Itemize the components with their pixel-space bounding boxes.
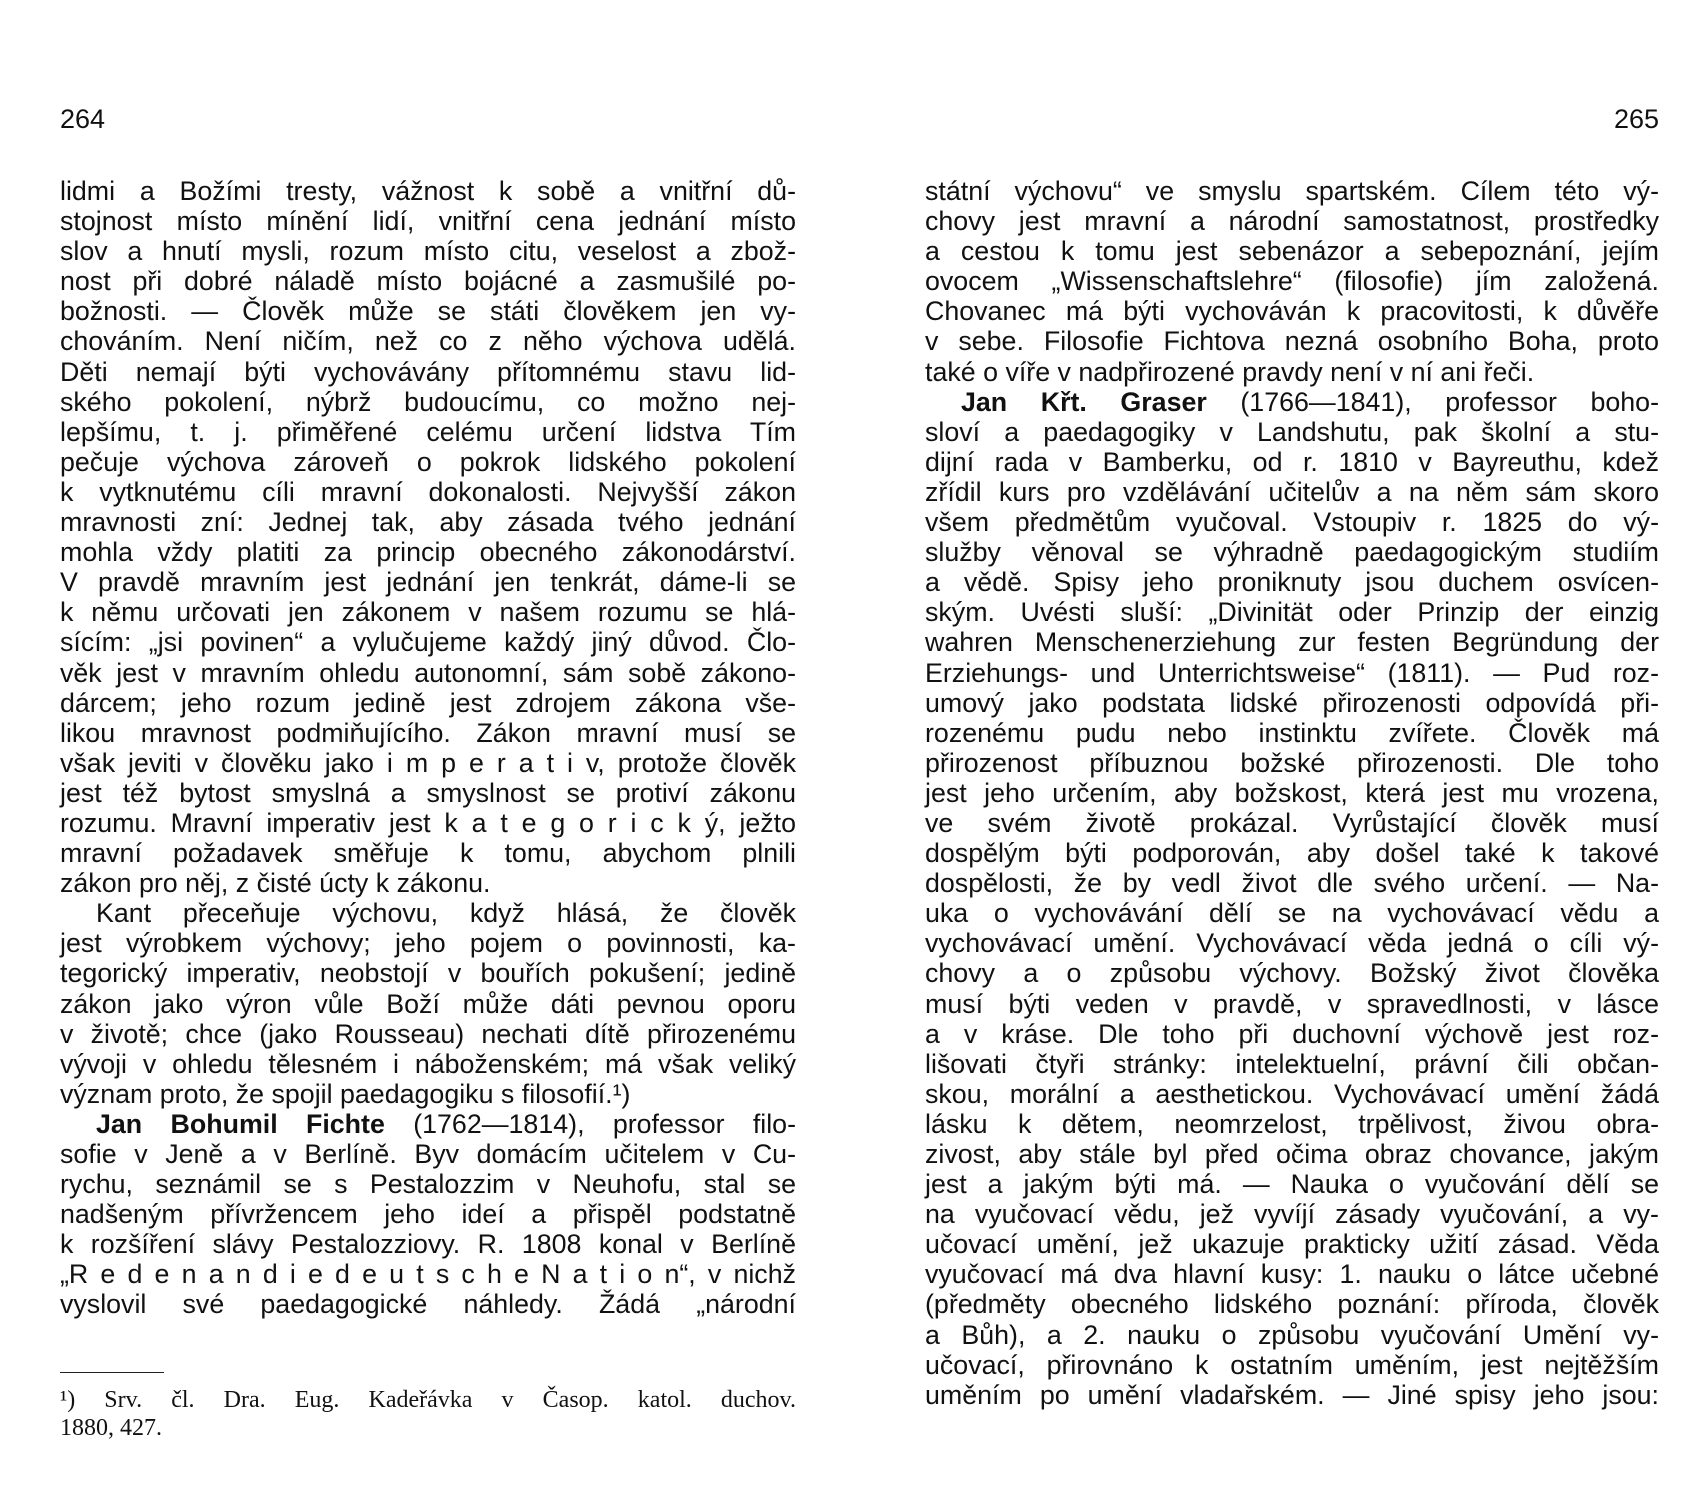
text-line: Chovanec má býti vychováván k pracovitosti, k důvěře xyxy=(925,296,1659,327)
text-line: k rozšíření slávy Pestalozziovy. R. 1808 konal v Berlíně xyxy=(60,1229,796,1260)
text-line: (předměty obecného lidského poznání: příroda, člověk xyxy=(925,1289,1659,1320)
text-line: učovací umění, jež ukazuje prakticky užití zásad. Věda xyxy=(925,1229,1659,1260)
text-line: Děti nemají býti vychovávány přítomnému stavu lid- xyxy=(60,356,796,387)
text-line xyxy=(60,1109,796,1139)
text-line: musí býti veden v pravdě, v spravedlnosti, v lásce xyxy=(925,988,1659,1019)
text-line: mravnosti zní: Jednej tak, aby zásada tvého jednání xyxy=(60,507,796,538)
text-line: Kant přeceňuje výchovu, když hlásá, že člověk xyxy=(96,898,796,929)
person-name: Jan Křt. Graser xyxy=(961,386,1207,417)
text-line: Erziehungs- und Unterrichtsweise“ (1811). — Pud roz- xyxy=(925,657,1659,688)
text-line: jest výrobkem výchovy; jeho pojem o povinnosti, ka- xyxy=(60,928,796,959)
text-line: V pravdě mravním jest jednání jen tenkrát, dáme-li se xyxy=(60,567,796,598)
text-line: všem předmětům vyučoval. Vstoupiv r. 1825 do vý- xyxy=(925,507,1659,538)
text-line: zákon jako výron vůle Boží může dáti pevnou oporu xyxy=(60,988,796,1019)
text-line: rozumu. Mravní imperativ jest k a t e g o r i c k ý, ježto xyxy=(60,807,796,838)
text-line: však jeviti v člověku jako i m p e r a t i v, protože člověk xyxy=(60,747,796,778)
footnote xyxy=(60,1386,796,1442)
text-line: k vytknutému cíli mravní dokonalosti. Nejvyšší zákon xyxy=(60,476,796,507)
paragraph xyxy=(60,1109,796,1320)
paragraph xyxy=(60,176,796,898)
text-line: dijní rada v Bamberku, od r. 1810 v Bayreuthu, kdež xyxy=(925,446,1659,477)
text-line: „R e d e n a n d i e d e u t s c h e N a t i o n“, v nichž xyxy=(60,1259,796,1290)
right-page xyxy=(853,0,1706,1500)
text-line: přirozenost příbuznou božské přirozenosti. Dle toho xyxy=(925,747,1659,778)
text-line: věk jest v mravním ohledu autonomní, sám sobě zákono- xyxy=(60,657,796,688)
text-line: v sebe. Filosofie Fichtova nezná osobního Boha, proto xyxy=(925,326,1659,357)
text-line: lidmi a Božími tresty, vážnost k sobě a vnitřní dů- xyxy=(60,176,796,206)
text-line: dárcem; jeho rozum jedině jest zdrojem zákona vše- xyxy=(60,687,796,718)
page-number-right: 265 xyxy=(1613,104,1659,134)
text-line xyxy=(925,387,1659,417)
text-line: jest a jakým býti má. — Nauka o vyučování dělí se xyxy=(925,1169,1659,1200)
text-line: božnosti. — Člověk může se státi člověkem jen vy- xyxy=(60,296,796,327)
text-line: lásku k dětem, neomrzelost, trpělivost, živou obra- xyxy=(925,1108,1659,1139)
text-line: zákon pro něj, z čisté úcty k zákonu. xyxy=(60,868,491,899)
text-line: ským. Uvésti sluší: „Divinität oder Prinzip der einzig xyxy=(925,597,1659,628)
text-line: uka o vychovávání dělí se na vychovávací vědu a xyxy=(925,898,1659,929)
text-line: a cestou k tomu jest sebenázor a sebepoznání, jejím xyxy=(925,236,1659,267)
text-line: vychovávací umění. Vychovávací věda jedná o cíli vý- xyxy=(925,928,1659,959)
text-line xyxy=(925,1410,1659,1440)
text-line: a vědě. Spisy jeho proniknuty jsou duchem osvícen- xyxy=(925,567,1659,598)
paragraph xyxy=(925,387,1659,1440)
text-column-left xyxy=(60,176,796,1320)
text-line: chovy jest mravní a národní samostatnost, prostředky xyxy=(925,206,1659,237)
text-line: sloví a paedagogiky v Landshutu, pak školní a stu- xyxy=(925,416,1659,447)
text-line: wahren Menschenerziehung zur festen Begründung der xyxy=(925,627,1659,658)
text-line: zivost, aby stále byl před očima obraz chovance, jakým xyxy=(925,1139,1659,1169)
text-line: vyslovil své paedagogické náhledy. Žádá „národní xyxy=(60,1289,796,1320)
text-line: umový jako podstata lidské přirozenosti odpovídá při- xyxy=(925,687,1659,718)
text-line: státní výchovu“ ve smyslu spartském. Cílem této vý- xyxy=(925,176,1659,206)
text-line: na vyučovací vědu, jež vyvíjí zásady vyučování, a vy- xyxy=(925,1199,1659,1230)
footnote-line: ¹) Srv. čl. Dra. Eug. Kadeřávka v Časop. katol. duchov. xyxy=(60,1387,796,1413)
footnote-divider xyxy=(60,1372,164,1373)
text-line: ve svém životě prokázal. Vyrůstající člověk musí xyxy=(925,807,1659,838)
text-line: skou, morální a aesthetickou. Vychovávací umění žádá xyxy=(925,1078,1659,1109)
text-line: lišovati čtyři stránky: intelektuelní, právní čili občan- xyxy=(925,1048,1659,1079)
text-line: vývoji v ohledu tělesném i náboženském; má však veliký xyxy=(60,1048,796,1079)
text-line: učovací, přirovnáno k ostatním uměním, jest nejtěžším xyxy=(925,1349,1659,1380)
text-line: vyučovací má dva hlavní kusy: 1. nauku o látce učebné xyxy=(925,1259,1659,1290)
text-line: rozenému pudu nebo instinktu zvířete. Člověk má xyxy=(925,717,1659,748)
text-line: jest též bytost smyslná a smyslnost se protiví zákonu xyxy=(60,777,796,808)
text-line: rychu, seznámil se s Pestalozzim v Neuhofu, stal se xyxy=(60,1169,796,1200)
text-line: a Bůh), a 2. nauku o způsobu vyučování Umění vy- xyxy=(925,1319,1659,1350)
text-line: tegorický imperativ, neobstojí v bouřích pokušení; jedině xyxy=(60,958,796,989)
text-line: služby věnoval se výhradně paedagogickým studiím xyxy=(925,537,1659,568)
text-line: také o víře v nadpřirozené pravdy není v ní ani řeči. xyxy=(925,356,1535,387)
text-line: lepšímu, t. j. přiměřené celému určení lidstva Tím xyxy=(60,416,796,447)
text-line: uměním po umění vladařském. — Jiné spisy jeho jsou: xyxy=(925,1379,1659,1410)
text-line: chovy a o způsobu výchovy. Božský život člověka xyxy=(925,958,1659,989)
paragraph xyxy=(925,176,1659,387)
text-column-right xyxy=(925,176,1659,1440)
text-line: slov a hnutí mysli, rozum místo citu, veselost a zbož- xyxy=(60,236,796,267)
text-line: sofie v Jeně a v Berlíně. Byv domácím učitelem v Cu- xyxy=(60,1139,796,1169)
text-line: význam proto, že spojil paedagogiku s filosofií.¹) xyxy=(60,1078,631,1109)
text-line: likou mravnost podmiňujícího. Zákon mravní musí se xyxy=(60,717,796,748)
text-line: nadšeným přívržencem jeho ideí a přispěl podstatně xyxy=(60,1199,796,1230)
text-line: chováním. Není ničím, než co z něho výchova udělá. xyxy=(60,326,796,357)
text-fragment: (1762—1814), professor filo- xyxy=(384,1108,797,1139)
text-line: stojnost místo mínění lidí, vnitřní cena jednání místo xyxy=(60,206,796,237)
text-line: ovocem „Wissenschaftslehre“ (filosofie) jím založená. xyxy=(925,266,1659,297)
text-line: dospělosti, že by vedl život dle svého určení. — Na- xyxy=(925,868,1659,899)
text-line: ského pokolení, nýbrž budoucímu, co možno nej- xyxy=(60,386,796,417)
text-line: pečuje výchova zároveň o pokrok lidského pokolení xyxy=(60,446,796,477)
text-line: v životě; chce (jako Rousseau) nechati dítě přirozenému xyxy=(60,1018,796,1049)
text-line: jest jeho určením, aby božskost, která jest mu vrozena, xyxy=(925,777,1659,808)
text-line: zřídil kurs pro vzdělávání učitelův a na něm sám skoro xyxy=(925,476,1659,507)
text-line: k němu určovati jen zákonem v našem rozumu se hlá- xyxy=(60,597,796,628)
text-line: nost při dobré náladě místo bojácné a zasmušilé po- xyxy=(60,266,796,297)
text-line: mravní požadavek směřuje k tomu, abychom plnili xyxy=(60,838,796,869)
paragraph xyxy=(60,898,796,1109)
text-line: dospělým býti podporován, aby došel také k takové xyxy=(925,838,1659,869)
person-name: Jan Bohumil Fichte xyxy=(96,1108,385,1139)
page-number-left: 264 xyxy=(60,104,106,134)
footnote-line: 1880, 427. xyxy=(60,1415,162,1441)
text-line: sícím: „jsi povinen“ a vylučujeme každý jiný důvod. Člo- xyxy=(60,627,796,658)
text-line: a v kráse. Dle toho při duchovní výchově jest roz- xyxy=(925,1018,1659,1049)
text-line: mohla vždy platiti za princip obecného zákonodárství. xyxy=(60,537,796,568)
text-fragment: (1766—1841), professor boho- xyxy=(1206,386,1660,417)
